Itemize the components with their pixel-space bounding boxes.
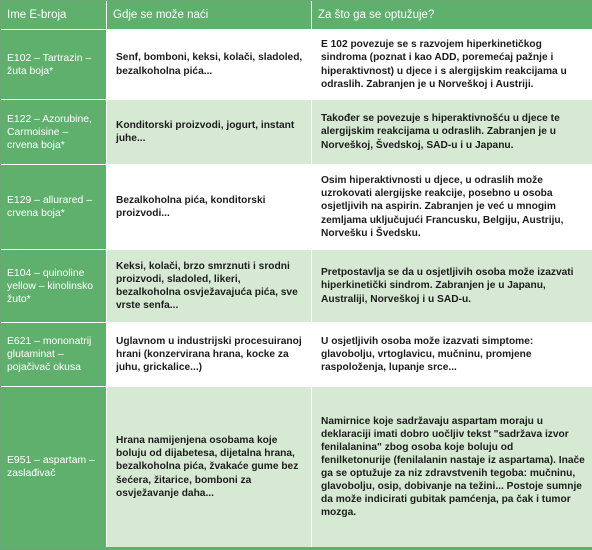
where-found-cell: Keksi, kolači, brzo smrznuti i srodni proizvodi, sladoled, likeri, bezalkoholna osvježavajuća pića, sve vrste senfa... (107, 250, 312, 323)
accused-of-cell: Također se povezuje s hiperaktivnošću u djece te alergijskim reakcijama u odraslih. Zabranjen je u Norveškoj, Švedskoj, SAD-u i u Japanu. (312, 100, 592, 165)
table-header (1, 1, 592, 30)
where-found-cell: Konditorski proizvodi, jogurt, instant juhe... (107, 100, 312, 165)
accused-of-cell: Osim hiperaktivnosti u djece, u odraslih može uzrokovati alergijske reakcije, posebno u osoba osjetljivih na aspirin. Zabranjen je već u mnogim zemljama uključujući Francusku, Belgiju, Austriju, Norvešku i Švedsku. (312, 165, 592, 250)
e-number-name: E122 – Azorubine, Carmoisine – crvena boja* (1, 100, 107, 165)
accused-of-cell: U osjetljivih osoba može izazvati simptome: glavobolju, vrtoglavicu, mučninu, promjene raspoloženja, lupanje srce... (312, 323, 592, 387)
table-row (1, 250, 592, 323)
where-found-cell: Hrana namijenjena osobama koje boluju od dijabetesa, dijetalna hrana, bezalkoholna pića, žvakaće gume bez šećera, žitarice, bomboni za osvježavanje daha... (107, 387, 312, 547)
table-row (1, 323, 592, 387)
e-number-name: E621 – mononatrij glutaminat – pojačivač okusa (1, 323, 107, 387)
header-accused-of: Za što ga se optužuje? (312, 1, 592, 30)
table-body (1, 30, 592, 547)
accused-of-cell: E 102 povezuje se s razvojem hiperkinetičkog sindroma (poznat i kao ADD, poremećaj pažnje i hiperaktivnost) u djece i s alergijskim reakcijama u odraslih. Zabranjen je u Norveškoj i Austriji. (312, 30, 592, 100)
where-found-cell: Uglavnom u industrijski procesuiranoj hrani (konzervirana hrana, kocke za juhu, grickalice...) (107, 323, 312, 387)
header-where-found: Gdje se može naći (107, 1, 312, 30)
e-number-name: E102 – Tartrazin – žuta boja* (1, 30, 107, 100)
table-row (1, 387, 592, 547)
e-number-name: E104 – quinoline yellow – kinolinsko žuto* (1, 250, 107, 323)
e-number-name: E951 – aspartam – zaslađivač (1, 387, 107, 547)
header-row (1, 1, 592, 30)
table-row (1, 165, 592, 250)
accused-of-cell: Namirnice koje sadržavaju aspartam moraju u deklaraciji imati dobro uočljiv tekst "sadržava izvor fenilalanina" zbog osoba koje boluju od fenilketonurije (fenilalanin nastaje iz aspartama). Inače ga se optužuje za niz zdravstvenih tegoba: mučninu, glavobolju, osip, dobivanje na težini... Postoje sumnje da može indicirati gubitak pamćenja, pa čak i tumor mozga. (312, 387, 592, 547)
header-e-number-name: Ime E-broja (1, 1, 107, 30)
where-found-cell: Bezalkoholna pića, konditorski proizvodi... (107, 165, 312, 250)
accused-of-cell: Pretpostavlja se da u osjetljivih osoba može izazvati hiperkinetički sindrom. Zabranjen je u Japanu, Australiji, Norveškoj i u SAD-u. (312, 250, 592, 323)
table-row (1, 100, 592, 165)
e-number-name: E129 – allurared – crvena boja* (1, 165, 107, 250)
e-numbers-table (1, 1, 592, 547)
where-found-cell: Senf, bomboni, keksi, kolači, sladoled, bezalkoholna pića... (107, 30, 312, 100)
table-row (1, 30, 592, 100)
